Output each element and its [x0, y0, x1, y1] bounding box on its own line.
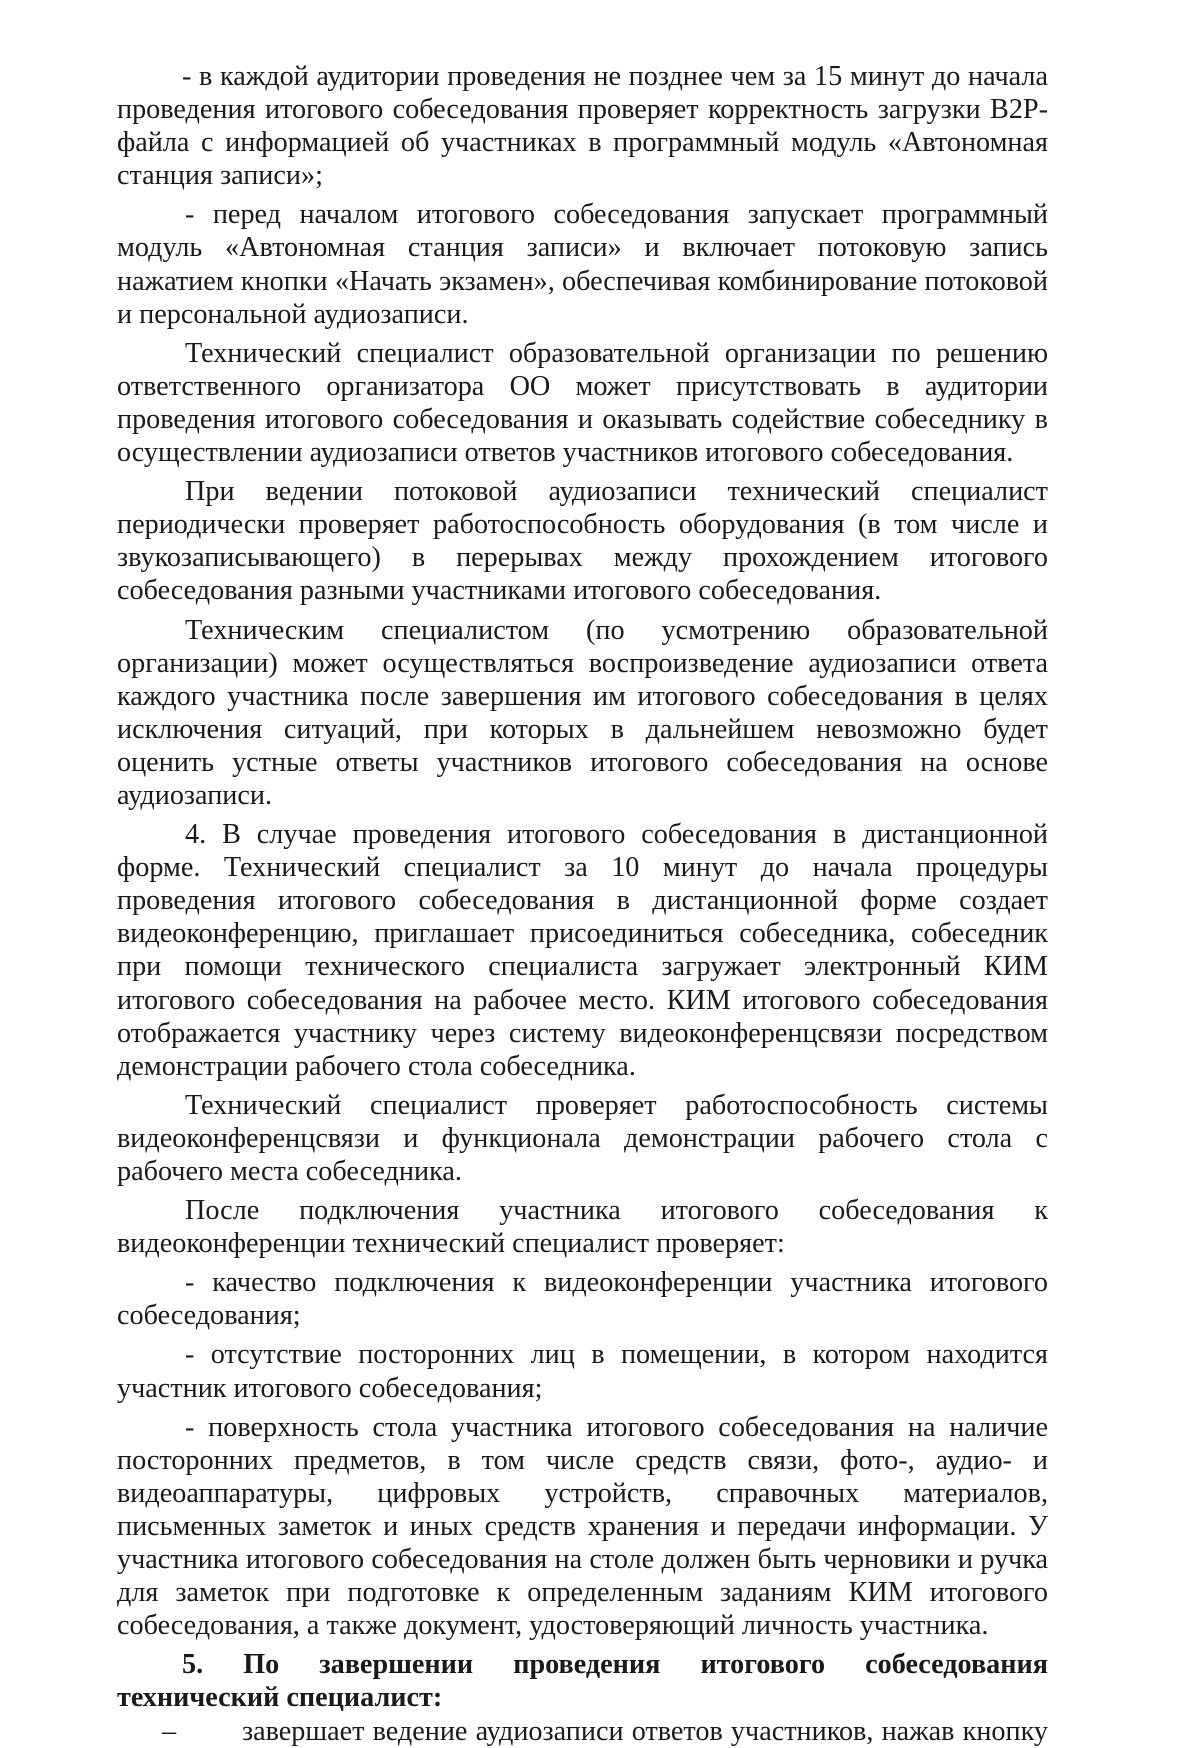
paragraph-equipment-check: При ведении потоковой аудиозаписи технический специалист периодически проверяет работоспособность оборудования (в том числе и звукозаписывающего) в перерывах между прохождением итогового собеседования разными участниками итогового собеседования.: [117, 476, 1048, 607]
paragraph-videoconf-check: Технический специалист проверяет работоспособность системы видеоконференцсвязи и функционала демонстрации рабочего стола с рабочего места собеседника.: [117, 1089, 1048, 1187]
list-item-desk-surface: - поверхность стола участника итогового собеседования на наличие посторонних предметов, в том числе средств связи, фото-, аудио- и видеоаппаратуры, цифровых устройств, справочных материалов, письменных заметок и иных средств хранения и передачи информации. У участника итогового собеседования на столе должен быть черновики и ручка для заметок при подготовке к определенным заданиям КИМ итогового собеседования, а также документ, удостоверяющий личность участника.: [117, 1411, 1048, 1642]
dash-marker: –: [162, 1715, 177, 1747]
document-body: [117, 60, 1048, 1748]
paragraph-tech-specialist-presence: Технический специалист образовательной организации по решению ответственного организатора ОО может присутствовать в аудитории проведения итогового собеседования и оказывать содействие собеседнику в осуществлении аудиозаписи ответов участников итогового собеседования.: [117, 337, 1048, 469]
list-item-connection-quality: - качество подключения к видеоконференции участника итогового собеседования;: [117, 1267, 1048, 1332]
list-item-text: завершает ведение аудиозаписи ответов участников, нажав кнопку: [242, 1715, 1048, 1747]
section-heading-completion: 5. По завершении проведения итогового собеседования технический специалист:: [117, 1649, 1048, 1714]
paragraph-start-recording: - перед началом итогового собеседования запускает программный модуль «Автономная станция записи» и включает потоковую запись нажатием кнопки «Начать экзамен», обеспечивая комбинирование потоковой и персональной аудиозаписи.: [117, 199, 1048, 330]
paragraph-remote-form: 4. В случае проведения итогового собеседования в дистанционной форме. Технический специалист за 10 минут до начала процедуры проведения итогового собеседования в дистанционной форме создает видеоконференцию, приглашает присоединиться собеседника, собеседник при помощи технического специалиста загружает электронный КИМ итогового собеседования на рабочее место. КИМ итогового собеседования отображается участнику через систему видеоконференцсвязи посредством демонстрации рабочего стола собеседника.: [117, 819, 1048, 1082]
list-item-finish-recording: [117, 1715, 1048, 1748]
list-item-no-outsiders: - отсутствие посторонних лиц в помещении, в котором находится участник итогового собеседования;: [117, 1339, 1048, 1404]
paragraph-check-b2p-file: - в каждой аудитории проведения не позднее чем за 15 минут до начала проведения итогового собеседования проверяет корректность загрузки B2P-файла с информацией об участниках в программный модуль «Автономная станция записи»;: [117, 61, 1048, 192]
paragraph-after-connection: После подключения участника итогового собеседования к видеоконференции технический специалист проверяет:: [117, 1195, 1048, 1260]
paragraph-playback: Техническим специалистом (по усмотрению образовательной организации) может осуществляться воспроизведение аудиозаписи ответа каждого участника после завершения им итогового собеседования в целях исключения ситуаций, при которых в дальнейшем невозможно будет оценить устные ответы участников итогового собеседования на основе аудиозаписи.: [117, 614, 1048, 811]
